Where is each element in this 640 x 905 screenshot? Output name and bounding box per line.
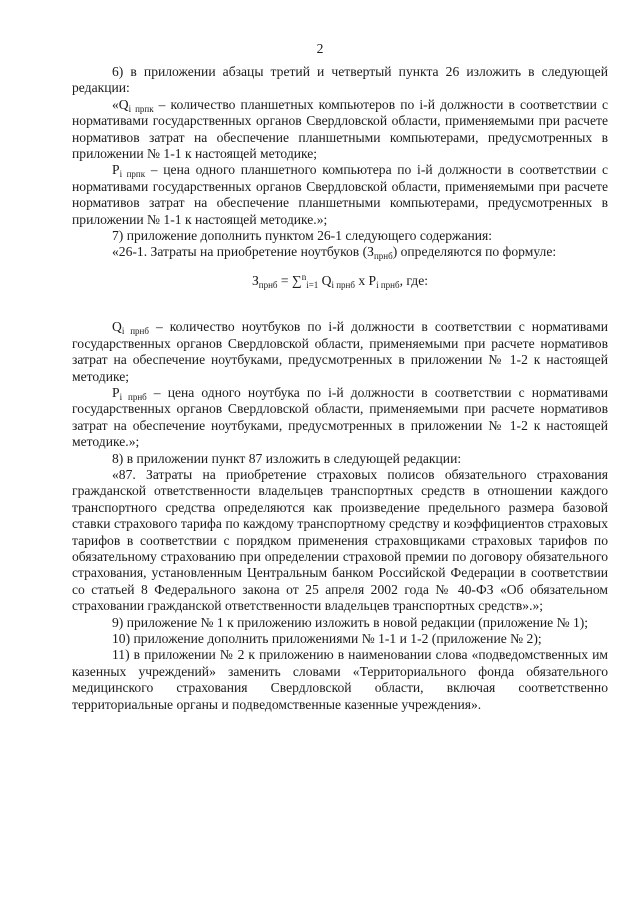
pnb-definition-paragraph	[72, 385, 608, 451]
pnb-symbol: P	[112, 384, 120, 400]
formula-times-p: x P	[354, 272, 377, 288]
formula-sum-lower: i=1	[306, 279, 319, 290]
item-8-text-paragraph: «87. Затраты на приобретение страховых полисов обязательного страхования гражданской ответственности владельцев транспортных средств в отношении каждого транспортного средства определяются как произведение предельного размера базовой ставки страхового тарифа по каждому транспортному средству и коэффициентов страховых тарифов в соответствии с порядком применения страховщиками страховых тарифов по обязательному страхованию при определении страховой премии по договору обязательного страхования, установленным Центральным банком Российской Федерации в соответствии со статьей 8 Федерального закона от 25 апреля 2002 года № 40-ФЗ «Об обязательном страховании гражданской ответственности владельцев транспортных средств».»;	[72, 466, 608, 614]
qi-subscript: i прпк	[128, 103, 154, 114]
formula-sum-sign: ∑	[291, 272, 302, 288]
page-number: 2	[316, 41, 324, 56]
qi-definition-text: – количество планшетных компьютеров по i-й должности в соответствии с нормативами государственных органов Свердловской области, применяемыми при расчете нормативов затрат на обеспечение планшетными компьютерами, предусмотренных в приложении № 1-1 к настоящей методике;	[72, 96, 608, 162]
document-body	[72, 64, 608, 713]
item-7-text-paragraph	[72, 244, 608, 260]
formula-q-subscript: i прнб	[331, 279, 355, 290]
pnb-subscript: i прнб	[119, 391, 147, 402]
pi-definition-text: – цена одного планшетного компьютера по i-й должности в соответствии с нормативами государственных органов Свердловской области, применяемыми при расчете нормативов затрат на обеспечение планшетными компьютерами, предусмотренных в приложении № 1-1 к настоящей методике.»;	[72, 162, 608, 227]
pnb-definition-text: – цена одного ноутбука по i-й должности в соответствии с нормативами государственных органов Свердловской области, применяемыми при расчете нормативов затрат на обеспечение ноутбуками, предусмотренных в приложении № 1-2 к настоящей методике.»;	[72, 384, 608, 450]
qnb-definition-text: – количество ноутбуков по i-й должности в соответствии с нормативами государственных органов Свердловской области, применяемыми при расчете нормативов затрат на обеспечение ноутбуками, предусмотренных в приложении № 1-2 к настоящей методике;	[72, 319, 608, 384]
item-11-paragraph: 11) в приложении № 2 к приложению в наименовании слова «подведомственных им казенных учреждений» заменить словами «Территориального фонда обязательного медицинского страхования Свердловской области, включая соответственно территориальные органы и подведомственные казенные учреждения».	[72, 647, 608, 712]
item-9-paragraph: 9) приложение № 1 к приложению изложить в новой редакции (приложение № 1);	[112, 614, 589, 630]
qnb-definition-paragraph	[72, 319, 608, 385]
item-7-text-subscript: прнб	[373, 251, 393, 262]
formula-p-subscript: i прнб	[376, 279, 400, 290]
item-8-paragraph: 8) в приложении пункт 87 изложить в следующей редакции:	[112, 450, 462, 466]
qnb-subscript: i прнб	[121, 326, 149, 337]
item-6-paragraph: 6) в приложении абзацы третий и четвертый пункта 26 изложить в следующей редакции:	[72, 64, 608, 96]
qi-symbol: «Q	[112, 96, 129, 112]
qi-definition-paragraph	[72, 97, 608, 163]
pi-definition-paragraph	[72, 162, 608, 228]
item-7-text-end: ) определяются по формуле:	[392, 244, 557, 260]
formula-q: Q	[318, 272, 332, 288]
item-10-paragraph: 10) приложение дополнить приложениями № 1-1 и 1-2 (приложение № 2);	[112, 631, 542, 646]
item-7-text-start: «26-1. Затраты на приобретение ноутбуков (З	[112, 244, 374, 260]
qnb-symbol: Q	[112, 319, 122, 335]
formula-lhs: З	[251, 272, 259, 288]
formula-lhs-subscript: прнб	[258, 279, 278, 290]
formula-tail: , где:	[399, 272, 428, 288]
item-7-paragraph: 7) приложение дополнить пунктом 26-1 следующего содержания:	[112, 228, 493, 244]
notebook-cost-formula	[72, 273, 608, 289]
pi-symbol: P	[112, 162, 120, 178]
pi-subscript: i прпк	[119, 169, 146, 180]
formula-equals: =	[277, 272, 292, 288]
formula-sum-upper: n	[301, 271, 307, 282]
